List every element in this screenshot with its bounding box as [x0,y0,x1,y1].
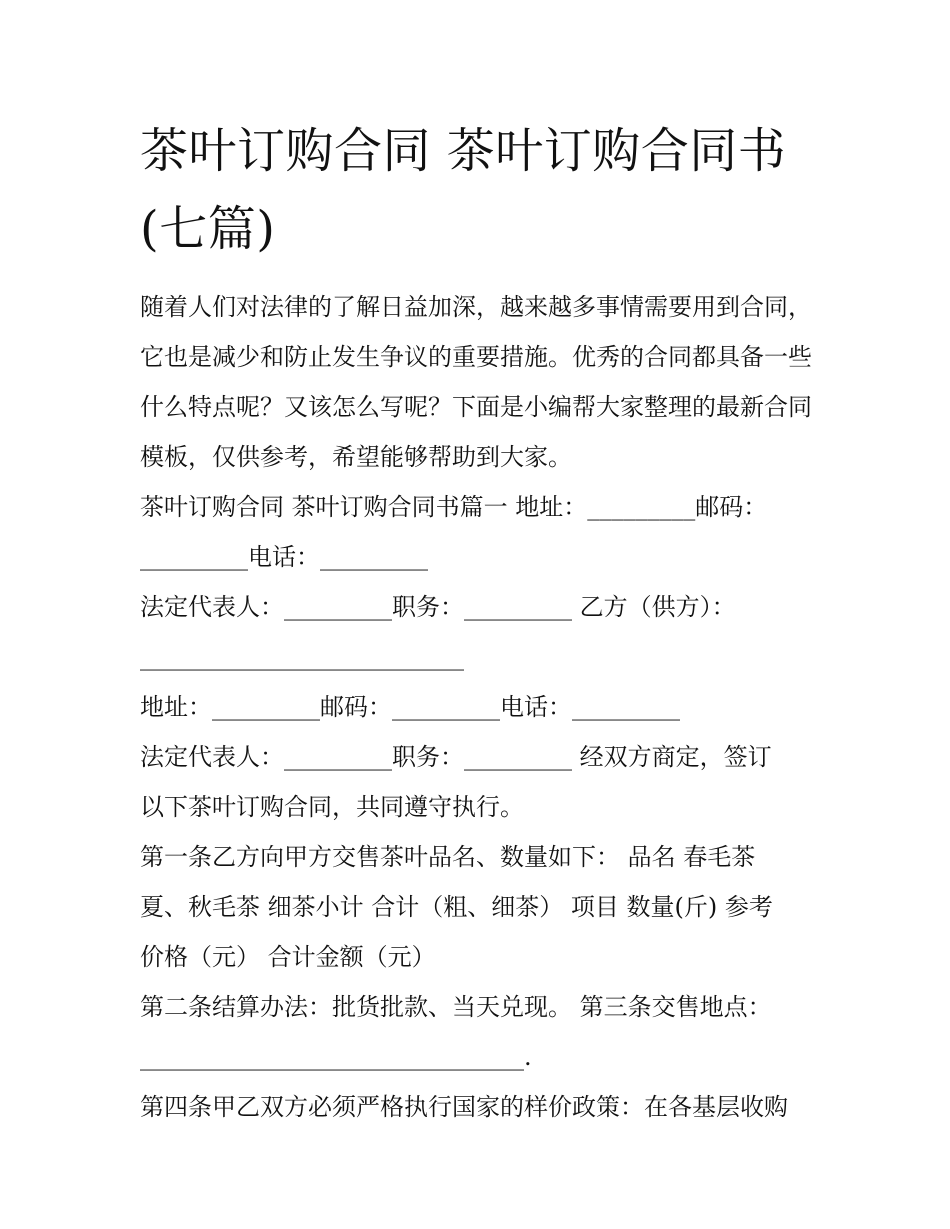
document-title [140,112,830,268]
party-a-address-line: 茶叶订购合同 茶叶订购合同书篇一 地址：_________邮码： [140,493,768,521]
article-1-line-3: 价格（元） 合计金额（元） [140,943,436,971]
party-b-name-blank: ___________________________ [140,643,464,671]
party-a-representative-line: 法定代表人：_________职务：_________ 乙方（供方）： [140,593,736,621]
agreement-statement: 以下茶叶订购合同，共同遵守执行。 [140,793,524,821]
article-1-line-2: 夏、秋毛茶 细茶小计 合计（粗、细茶） 项目 数量(斤) 参考 [140,893,773,921]
party-b-address-line: 地址：_________邮码：_________电话：_________ [140,693,680,721]
article-1-line-1: 第一条乙方向甲方交售茶叶品名、数量如下： 品名 春毛茶 [140,843,756,871]
article-4-line-1: 第四条甲乙双方必须严格执行国家的样价政策：在各基层收购 [140,1093,788,1121]
party-b-representative-line: 法定代表人：_________职务：_________ 经双方商定，签订 [140,743,772,771]
title-line-1: 茶叶订购合同 茶叶订购合同书 [140,123,787,179]
title-line-2: (七篇) [140,201,276,257]
intro-paragraph: 随着人们对法律的了解日益加深，越来越多事情需要用到合同，它也是减少和防止发生争议的重要措施。优秀的合同都具备一些什么特点呢？又该怎么写呢？下面是小编帮大家整理的最新合同模板，仅供参考，希望能够帮助到大家。 [140,293,812,471]
article-3-location-blank: ________________________________. [140,1043,532,1071]
article-2-3-line-1: 第二条结算办法：批货批款、当天兑现。 第三条交售地点： [140,993,772,1021]
party-a-phone-line: _________电话：_________ [140,543,428,571]
